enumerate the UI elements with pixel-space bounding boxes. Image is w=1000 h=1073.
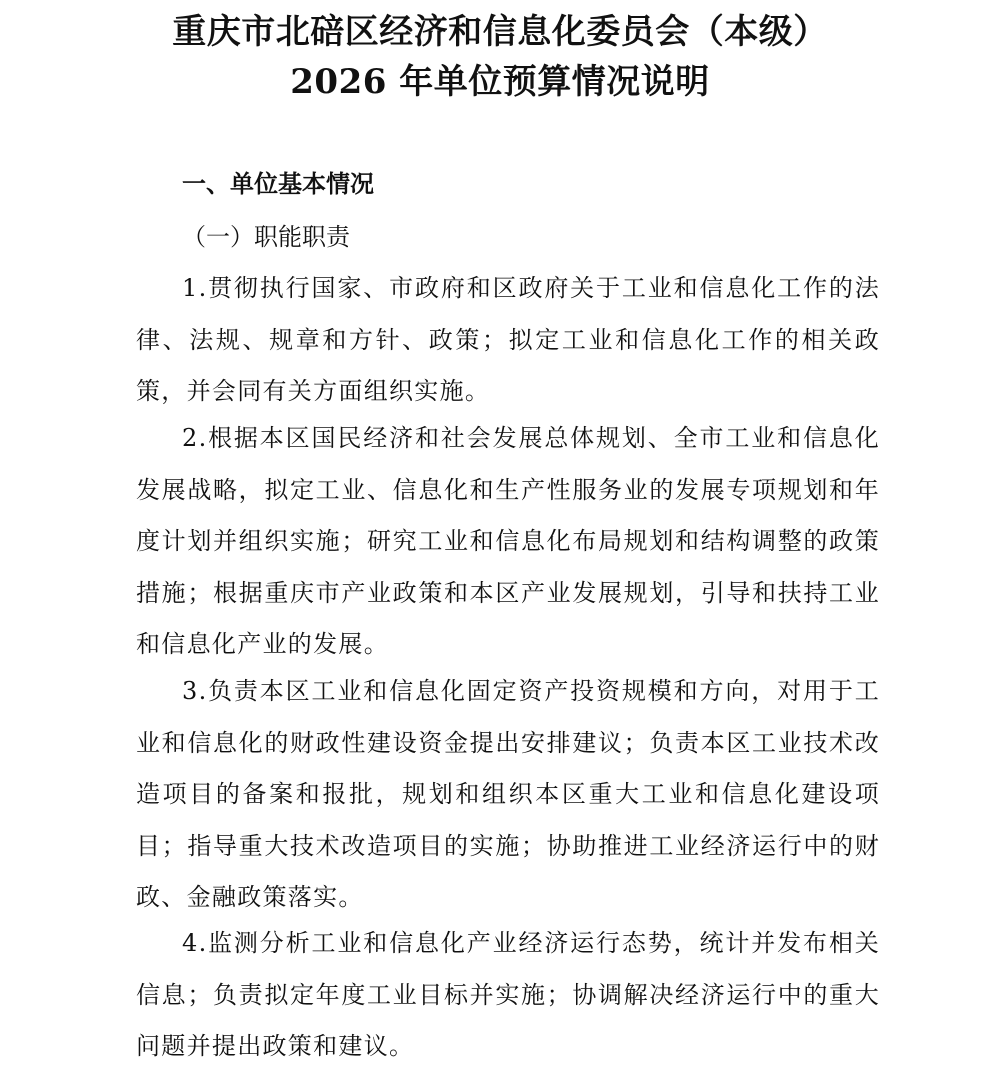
subsection-heading: （一）职能职责 xyxy=(182,223,350,251)
paragraph-2: 2.根据本区国民经济和社会发展总体规划、全市工业和信息化发展战略，拟定工业、信息化和生产性服务业的发展专项规划和年度计划并组织实施；研究工业和信息化布局规划和结构调整的政策措施；根据重庆市产业政策和本区产业发展规划，引导和扶持工业和信息化产业的发展。 xyxy=(136,424,880,658)
document-title-line1: 重庆市北碚区经济和信息化委员会（本级） xyxy=(172,12,828,52)
paragraph-1: 1.贯彻执行国家、市政府和区政府关于工业和信息化工作的法律、法规、规章和方针、政策；拟定工业和信息化工作的相关政策，并会同有关方面组织实施。 xyxy=(136,274,880,405)
section-heading: 一、单位基本情况 xyxy=(182,169,374,198)
paragraph-4: 4.监测分析工业和信息化产业经济运行态势，统计并发布相关信息；负责拟定年度工业目标并实施；协调解决经济运行中的重大问题并提出政策和建议。 xyxy=(136,929,880,1060)
paragraph-3: 3.负责本区工业和信息化固定资产投资规模和方向，对用于工业和信息化的财政性建设资金提出安排建议；负责本区工业技术改造项目的备案和报批，规划和组织本区重大工业和信息化建设项目；指导重大技术改造项目的实施；协助推进工业经济运行中的财政、金融政策落实。 xyxy=(136,677,880,911)
document-title-line2: 2026 年单位预算情况说明 xyxy=(290,62,710,102)
